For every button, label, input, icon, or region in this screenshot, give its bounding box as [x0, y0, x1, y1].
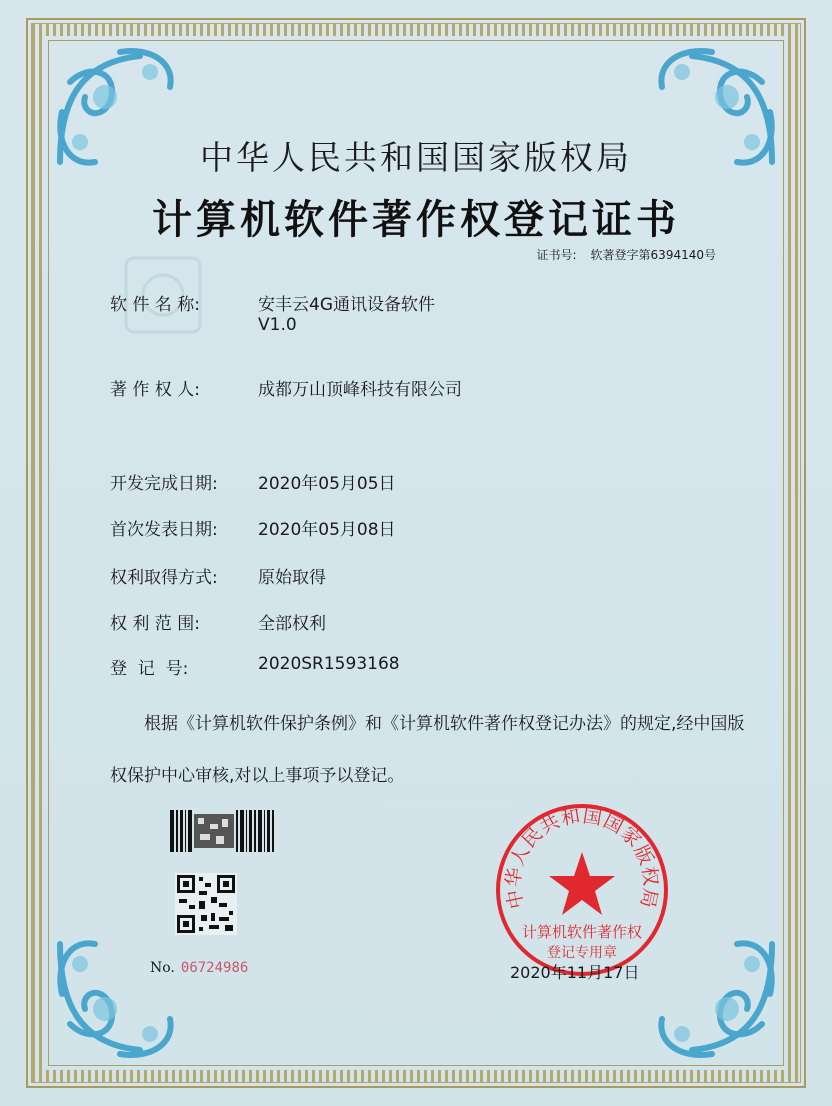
software-name-value [258, 290, 435, 335]
official-seal [492, 800, 672, 980]
serial-number [150, 960, 248, 976]
field-reg-no [110, 654, 400, 679]
software-name-line1: 安丰云4G通讯设备软件 [258, 295, 435, 315]
certificate-number-value: 软著登字第6394140号 [590, 248, 716, 262]
acquire-way-value: 原始取得 [258, 568, 326, 588]
seal-outer-text: 中华人民共和国国家版权局 [502, 804, 662, 911]
seal-star-icon [549, 852, 615, 915]
qr-code [175, 873, 237, 935]
pub-date-label: 首次发表日期: [110, 520, 218, 540]
corner-ornament-bottom-left [50, 924, 190, 1064]
scope-value: 全部权利 [258, 614, 326, 634]
field-dev-date [110, 469, 396, 494]
owner-value: 成都万山顶峰科技有限公司 [258, 380, 462, 400]
serial-prefix: No. [150, 960, 175, 976]
acquire-way-label: 权利取得方式: [110, 568, 218, 588]
field-scope [110, 609, 326, 634]
dev-date-value: 2020年05月05日 [258, 474, 396, 494]
field-owner [110, 375, 462, 400]
dev-date-label: 开发完成日期: [110, 474, 218, 494]
field-software-name [110, 290, 435, 335]
serial-value: 06724986 [180, 960, 249, 976]
owner-label: 著 作 权 人: [110, 380, 200, 400]
reg-no-label: 登 记 号: [110, 659, 189, 679]
certificate-number [537, 246, 717, 263]
field-pub-date [110, 515, 396, 540]
software-name-label: 软 件 名 称: [110, 295, 200, 315]
field-acquire-way [110, 563, 326, 588]
software-name-version: V1.0 [258, 315, 297, 335]
issuing-authority: 中华人民共和国国家版权局 [200, 138, 632, 177]
scope-label: 权 利 范 围: [110, 614, 200, 634]
certificate-title: 计算机软件著作权登记证书 [152, 197, 680, 243]
barcode [170, 810, 274, 852]
seal-line2: 登记专用章 [547, 945, 617, 961]
reg-no-value: 2020SR1593168 [258, 654, 400, 674]
pub-date-value: 2020年05月08日 [258, 520, 396, 540]
certificate-number-label: 证书号: [536, 248, 577, 262]
seal-line1: 计算机软件著作权 [521, 923, 643, 941]
registration-statement: 根据《计算机软件保护条例》和《计算机软件著作权登记办法》的规定,经中国版权保护中心审核,对以上事项予以登记。 [110, 714, 745, 786]
issue-date: 2020年11月17日 [510, 963, 640, 982]
